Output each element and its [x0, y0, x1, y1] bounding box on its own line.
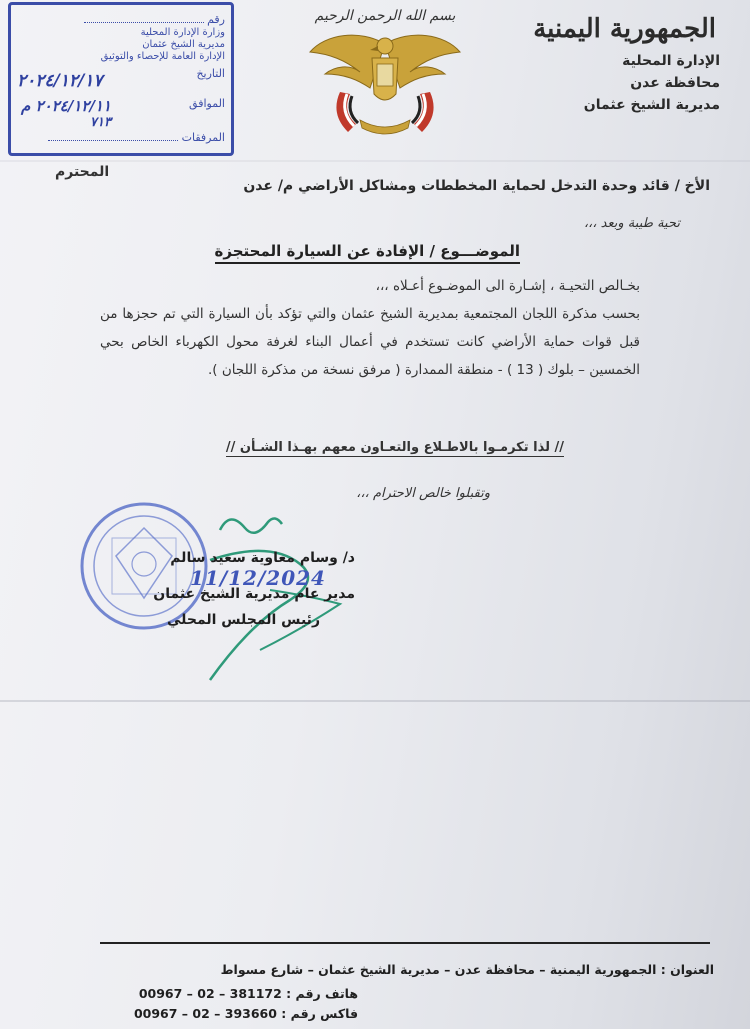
stamp-handwritten-date: ٢٠٢٤/١٢/١١ م [21, 97, 111, 115]
fax-number: 00967 – 02 – 393660 [133, 1006, 277, 1021]
phone-number: 00967 – 02 – 381172 [138, 986, 282, 1001]
basmala: بسم الله الرحمن الرحيم [314, 8, 456, 24]
paper-fold [0, 700, 750, 702]
footer-divider [100, 942, 710, 944]
honorific-respected: المحترم [55, 164, 110, 180]
stamp-date-label: التاريخ [196, 67, 225, 80]
stamp-ref-label: رقم [207, 13, 225, 26]
paper-fold [0, 160, 750, 162]
state-emblem [300, 8, 470, 148]
stamp-ministry: وزارة الإدارة المحلية [140, 27, 225, 38]
request-line: // لذا تكرمـوا بالاطـلاع والتعـاون معهم بهـذا الشـأن // [225, 440, 564, 455]
greeting: تحية طيبة وبعد ،،، [583, 216, 680, 231]
stamp-attachments-label: المرفقات [181, 131, 225, 144]
stamp-corresponding-label: الموافق [189, 97, 225, 110]
closing-line: وتقبلوا خالص الاحترام ،،، [356, 486, 490, 501]
stamp-handwritten-number: ٢٠٢٤/١٢/١٧ [17, 71, 103, 91]
fax-label: فاكس رقم : [281, 1006, 358, 1021]
signatory-title: مدير عام مديرية الشيخ عثمان [153, 586, 355, 602]
footer-address: العنوان : الجمهورية اليمنية – محافظة عدن – مديرية الشيخ عثمان – شارع مسواط [220, 962, 714, 977]
signatory-name: د/ وسام معاوية سعيد سالم [170, 550, 355, 566]
directorate-line: مديرية الشيخ عثمان [583, 97, 720, 113]
stamp-department: الإدارة العامة للإحصاء والتوثيق [100, 51, 225, 62]
republic-title: الجمهورية اليمنية [533, 14, 716, 44]
signature-handwritten-date: 11/12/2024 [190, 566, 326, 590]
registration-stamp [8, 2, 234, 156]
ministry-line: الإدارة المحلية [622, 53, 720, 69]
addressee-line: الأخ / قائد وحدة التدخل لحماية المخططات ومشاكل الأراضي م/ عدن [243, 178, 710, 194]
subject-line: الموضـــوع / الإفادة عن السيارة المحتجزة [215, 242, 520, 264]
stamp-directorate: مديرية الشيخ عثمان [142, 39, 225, 50]
body-paragraph: بحسب مذكرة اللجان المجتمعية بمديرية الشيخ عثمان والتي تؤكد بأن السيارة التي تم حجزها من قبل قوات حماية الأراضي كانت تستخدم في أعمال البناء لغرفة محول الكهرباء الخاص بحي الخمسين – بلوك ( 13 ) - منطقة الممدارة ( مرفق نسخة من مذكرة اللجان ). [100, 306, 640, 378]
letterhead [500, 14, 720, 116]
body-opening-line: بخـالص التحيـة ، إشـارة الى الموضـوع أعـلاه ،،، [375, 278, 640, 294]
governorate-line: محافظة عدن [630, 75, 720, 91]
phone-label: هاتف رقم : [286, 986, 358, 1001]
stamp-handwritten-ref: ٧١٣ [90, 115, 111, 130]
eagle-emblem-icon [300, 24, 470, 142]
signatory-role: رئيس المجلس المحلي [166, 612, 320, 628]
